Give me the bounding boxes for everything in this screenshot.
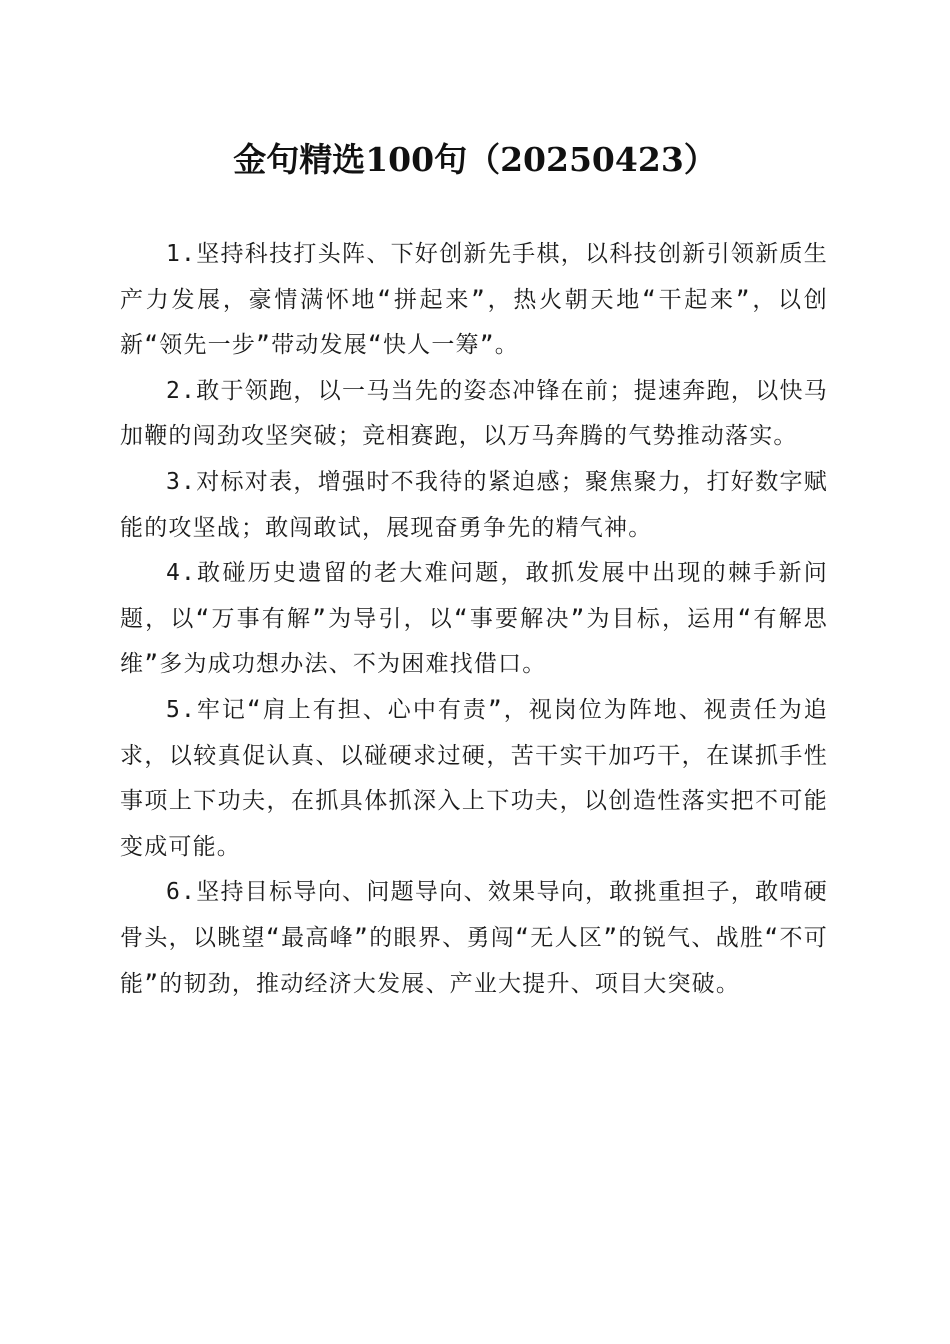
paragraph-6: 6.坚持目标导向、问题导向、效果导向，敢挑重担子，敢啃硬骨头，以眺望“最高峰”的眼界、勇闯“无人区”的锐气、战胜“不可能”的韧劲，推动经济大发展、产业大提升、项目大突破。 <box>120 879 828 997</box>
document-body <box>120 232 828 1007</box>
paragraph-2: 2.敢于领跑，以一马当先的姿态冲锋在前；提速奔跑，以快马加鞭的闯劲攻坚突破；竞相赛跑，以万马奔腾的气势推动落实。 <box>120 377 828 450</box>
paragraph-5: 5.牢记“肩上有担、心中有责”，视岗位为阵地、视责任为追求，以较真促认真、以碰硬求过硬，苦干实干加巧干，在谋抓手性事项上下功夫，在抓具体抓深入上下功夫，以创造性落实把不可能变成可能。 <box>120 696 828 860</box>
paragraph-4: 4.敢碰历史遗留的老大难问题，敢抓发展中出现的棘手新问题，以“万事有解”为导引，以“事要解决”为目标，运用“有解思维”多为成功想办法、不为困难找借口。 <box>120 560 828 678</box>
paragraph-3: 3.对标对表，增强时不我待的紧迫感；聚焦聚力，打好数字赋能的攻坚战；敢闯敢试，展现奋勇争先的精气神。 <box>120 468 828 541</box>
document-title: 金句精选100句（20250423） <box>233 140 717 179</box>
paragraph-1: 1.坚持科技打头阵、下好创新先手棋，以科技创新引领新质生产力发展，豪情满怀地“拼起来”，热火朝天地“干起来”，以创新“领先一步”带动发展“快人一筹”。 <box>120 241 828 359</box>
